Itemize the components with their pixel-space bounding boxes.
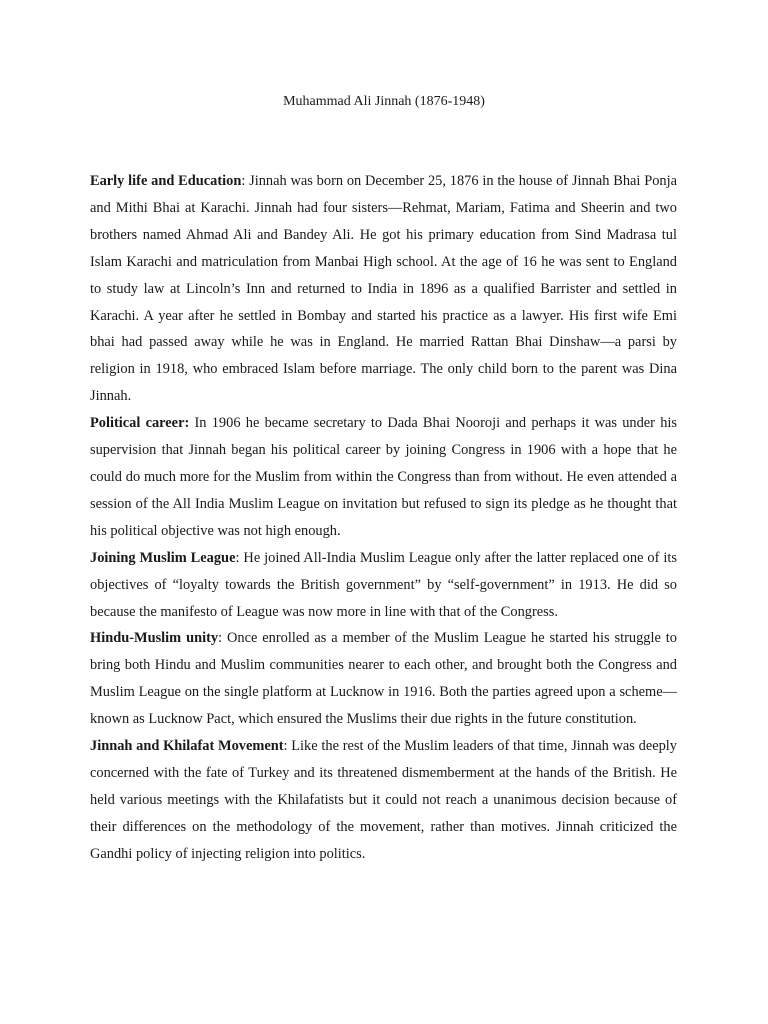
section-heading: Jinnah and Khilafat Movement [90,738,284,755]
section-separator: : [235,549,244,566]
section-heading: Early life and Education [90,173,242,189]
section-hindu-muslim-unity [90,625,677,733]
section-text: Jinnah was born on December 25, 1876 in the house of Jinnah Bhai Ponja and Mithi Bhai at Karachi. Jinnah had four sisters—Rehmat, Mariam, Fatima and Sheerin and two brothers named Ahmad Ali and Bandey Ali. He got his primary education from Sind Madrasa tul Islam Karachi and matriculation from Manbai High school. At the age of 16 he was sent to England to study law at Lincoln’s Inn and returned to India in 1896 as a qualified Barrister and settled in Karachi. A year after he settled in Bombay and started his practice as a lawyer. His first wife Emi bhai had passed away while he was in England. He married Rattan Bhai Dinshaw—a parsi by religion in 1918, who embraced Islam before marriage. The only child born to the parent was Dina Jinnah. [90,173,677,405]
section-early-life [90,168,677,410]
section-heading: Hindu-Muslim unity [90,630,219,647]
section-separator: : [283,738,292,755]
section-heading: Political career: [90,415,190,432]
section-text: Like the rest of the Muslim leaders of that time, Jinnah was deeply concerned with the fate of Turkey and its threatened dismemberment at the hands of the British. He held various meetings with the Khilafatists but it could not reach a unanimous decision because of their differences on the methodology of the movement, rather than motives. Jinnah criticized the Gandhi policy of injecting religion into politics. [90,738,677,862]
section-text: Once enrolled as a member of the Muslim League he started his struggle to bring both Hindu and Muslim communities nearer to each other, and brought both the Congress and Muslim League on the single platform at Lucknow in 1916. Both the parties agreed upon a scheme—known as Lucknow Pact, which ensured the Muslims their due rights in the future constitution. [90,630,677,728]
section-separator: : [218,630,227,647]
page-title: Muhammad Ali Jinnah (1876-1948) [283,94,485,109]
section-text: In 1906 he became secretary to Dada Bhai Nooroji and perhaps it was under his supervision that Jinnah began his political career by joining Congress in 1906 with a hope that he could do much more for the Muslim from within the Congress than from without. He even attended a session of the All India Muslim League on invitation but refused to sign its pledge as he thought that his political objective was not high enough. [90,415,677,539]
section-joining-muslim-league [90,545,677,626]
section-khilafat-movement [90,733,677,868]
section-heading: Joining Muslim League [90,549,236,566]
section-separator: : [241,173,250,189]
section-political-career [90,410,677,545]
section-text: He joined All-India Muslim League only after the latter replaced one of its objectives of “loyalty towards the British government” by “self-government” in 1913. He did so because the manifesto of League was now more in line with that of the Congress. [90,549,677,620]
document-body [90,168,677,868]
